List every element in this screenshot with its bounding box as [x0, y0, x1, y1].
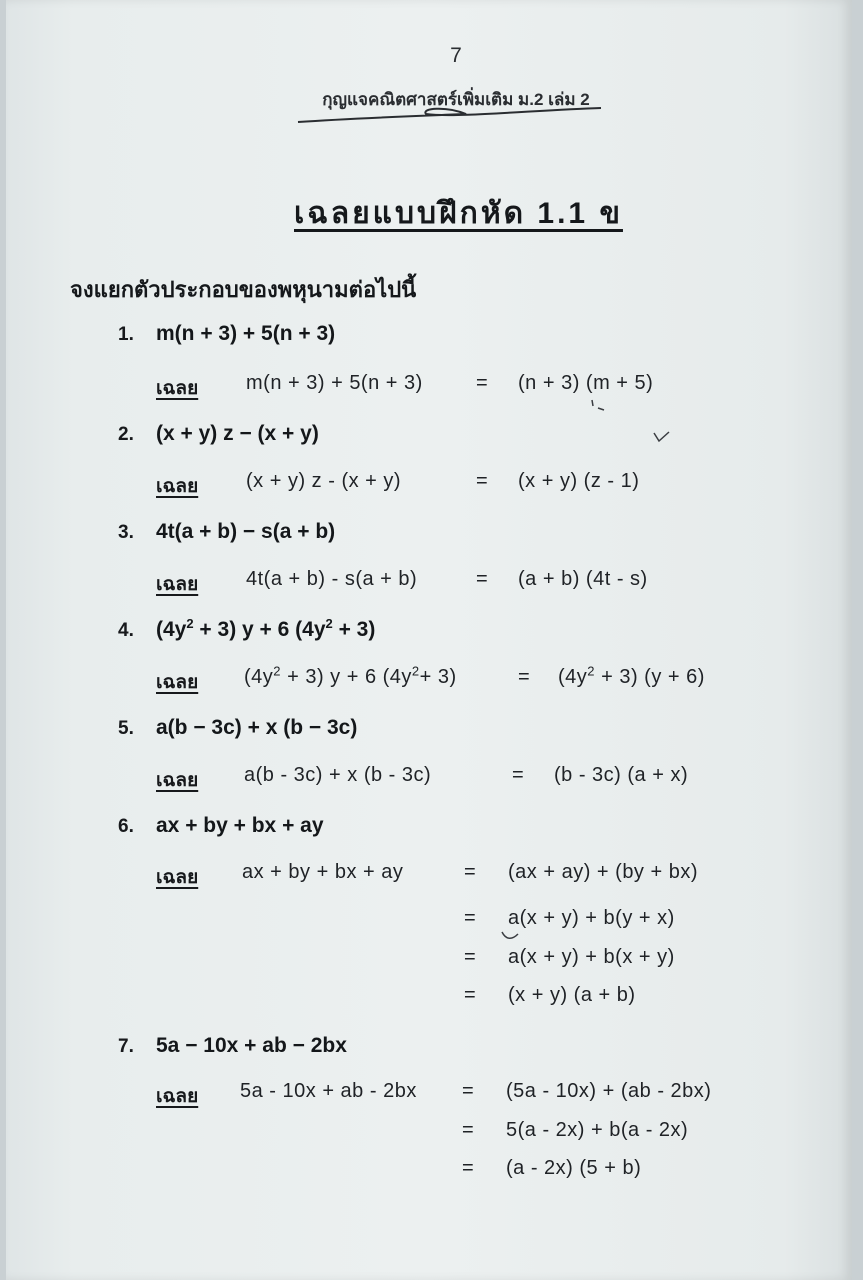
- equals-sign: =: [476, 568, 488, 590]
- equals-sign: =: [462, 1157, 474, 1179]
- answer-label: เฉลย: [156, 476, 199, 497]
- equals-sign: =: [462, 1119, 474, 1141]
- exercise-number: 5.: [118, 718, 134, 739]
- exercise-number: 3.: [118, 522, 134, 543]
- equals-sign: =: [476, 372, 488, 394]
- exercise-number: 6.: [118, 816, 134, 837]
- solution-lhs: 5a - 10x + ab - 2bx: [240, 1080, 417, 1102]
- solution-step: (x + y) (a + b): [508, 984, 636, 1006]
- solution-step: (a - 2x) (5 + b): [506, 1157, 642, 1179]
- solution-lhs: a(b - 3c) + x (b - 3c): [244, 764, 432, 786]
- problem-part: + 3) y + 6 (4y: [193, 618, 326, 641]
- solution-lhs: ax + by + bx + ay: [242, 861, 404, 883]
- answer-label: เฉลย: [156, 867, 199, 888]
- exponent: 2: [186, 616, 194, 631]
- solution-step: (5a - 10x) + (ab - 2bx): [506, 1080, 712, 1102]
- exponent: 2: [587, 663, 596, 679]
- exercise-number: 1.: [118, 324, 134, 345]
- answer-label: เฉลย: [156, 1086, 199, 1107]
- solution-rhs: [558, 663, 705, 689]
- lhs-part: + 3) y + 6 (4y: [281, 666, 412, 688]
- problem-part: + 3): [332, 618, 376, 641]
- solution-step: a(x + y) + b(y + x): [508, 907, 675, 929]
- exercise-problem: a(b − 3c) + x (b − 3c): [156, 716, 358, 739]
- exercise-number: 4.: [118, 620, 134, 641]
- pen-mark: [500, 928, 522, 942]
- exercise-problem: 5a − 10x + ab − 2bx: [156, 1034, 347, 1057]
- solution-lhs: 4t(a + b) - s(a + b): [246, 568, 418, 590]
- problem-part: (4y: [156, 618, 187, 641]
- solution-lhs: (x + y) z - (x + y): [246, 470, 402, 492]
- pen-mark: [652, 430, 672, 444]
- solution-rhs: (a + b) (4t - s): [518, 568, 648, 590]
- answer-label: เฉลย: [156, 672, 199, 693]
- answer-label: เฉลย: [156, 378, 199, 399]
- exercise-problem: m(n + 3) + 5(n + 3): [156, 322, 336, 345]
- solution-rhs: (n + 3) (m + 5): [518, 372, 654, 394]
- exercise-problem: ax + by + bx + ay: [156, 814, 324, 837]
- solution-rhs: (x + y) (z - 1): [518, 470, 640, 492]
- exercise-problem: [156, 618, 375, 642]
- solution-rhs: (b - 3c) (a + x): [554, 764, 689, 786]
- pen-mark: [588, 398, 608, 412]
- page-number: 7: [450, 44, 462, 67]
- solution-step: 5(a - 2x) + b(a - 2x): [506, 1119, 689, 1141]
- section-title: เฉลยแบบฝึกหัด 1.1 ข: [294, 197, 623, 230]
- equals-sign: =: [464, 946, 476, 968]
- exercise-problem: 4t(a + b) − s(a + b): [156, 520, 336, 543]
- equals-sign: =: [518, 666, 530, 688]
- instruction-text: จงแยกตัวประกอบของพหุนามต่อไปนี้: [70, 277, 417, 302]
- equals-sign: =: [476, 470, 488, 492]
- exercise-problem: (x + y) z − (x + y): [156, 422, 319, 445]
- exponent: 2: [325, 616, 333, 631]
- equals-sign: =: [464, 907, 476, 929]
- exercise-number: 2.: [118, 424, 134, 445]
- rhs-part: (4y: [558, 666, 588, 688]
- solution-lhs: m(n + 3) + 5(n + 3): [246, 372, 423, 394]
- lhs-part: (4y: [244, 666, 274, 688]
- running-header: กุญแจคณิตศาสตร์เพิ่มเติม ม.2 เล่ม 2: [322, 90, 590, 109]
- answer-label: เฉลย: [156, 770, 199, 791]
- book-page: [6, 0, 852, 1280]
- solution-step: (ax + ay) + (by + bx): [508, 861, 699, 883]
- rhs-part: + 3) (y + 6): [595, 666, 705, 688]
- solution-lhs: [244, 663, 457, 689]
- lhs-part: + 3): [419, 666, 457, 688]
- solution-step: a(x + y) + b(x + y): [508, 946, 675, 968]
- equals-sign: =: [512, 764, 524, 786]
- header-underline-decoration: [296, 104, 606, 126]
- equals-sign: =: [462, 1080, 474, 1102]
- exponent: 2: [273, 663, 282, 679]
- equals-sign: =: [464, 861, 476, 883]
- equals-sign: =: [464, 984, 476, 1006]
- exponent: 2: [411, 663, 420, 679]
- exercise-number: 7.: [118, 1036, 134, 1057]
- answer-label: เฉลย: [156, 574, 199, 595]
